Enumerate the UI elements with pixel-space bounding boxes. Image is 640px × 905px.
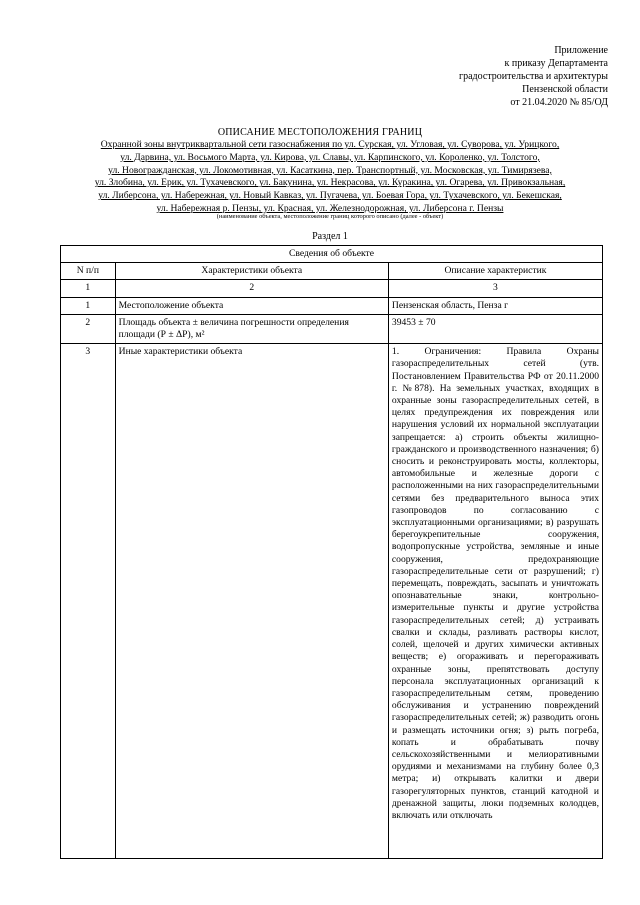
header-description: Описание характеристик bbox=[388, 263, 602, 280]
table-header-row bbox=[61, 263, 603, 280]
column-number: 3 bbox=[388, 280, 602, 297]
header-characteristic: Характеристики объекта bbox=[115, 263, 388, 280]
object-info-table bbox=[60, 245, 603, 859]
appendix-line: от 21.04.2020 № 85/ОД bbox=[510, 97, 608, 108]
row-value: Пензенская область, Пенза г bbox=[388, 297, 602, 314]
object-name-line: ул. Злобина, ул. Ерик, ул. Тухачевского, ул. Бакунина, ул. Некрасова, ул. Куракина, ул. Огарева, ул. Привокзальная, bbox=[94, 177, 566, 189]
object-name-line: Охранной зоны внутриквартальной сети газоснабжения по ул. Сурская, ул. Угловая, ул. Суворова, ул. Урицкого, bbox=[100, 139, 560, 150]
row-value: 39453 ± 70 bbox=[388, 314, 602, 343]
object-name-line: ул. Дарвина, ул. Восьмого Марта, ул. Кирова, ул. Славы, ул. Карпинского, ул. Короленко, ул. Толстого, bbox=[120, 151, 540, 163]
column-number: 2 bbox=[115, 280, 388, 297]
header-number: N п/п bbox=[61, 263, 116, 280]
appendix-block bbox=[459, 44, 608, 109]
row-value bbox=[388, 344, 602, 859]
appendix-line: к приказу Департамента bbox=[504, 58, 608, 69]
appendix-line: Пензенской области bbox=[522, 84, 608, 95]
column-numbering-row bbox=[61, 280, 603, 297]
object-name-line: ул. Либерсона, ул. Набережная, ул. Новый Кавказ, ул. Пугачева, ул. Боевая Гора, ул. Тухачевского, ул. Бекешская, bbox=[98, 190, 562, 202]
table-row bbox=[61, 344, 603, 859]
row-number: 2 bbox=[61, 314, 116, 343]
restrictions-text: 1. Ограничения: Правила Охраны газораспределительных сетей (утв. Постановлением Правительства РФ от 20.11.2000 г. №878). На земельных участках, входящих в охранные зоны газораспределительных сетей, в целях предупреждения их повреждения или нарушения условий их нормальной эксплуатации запрещается: а) строить объекты жилищно-гражданского и производственного назначения; б) сносить и реконструировать мосты, коллекторы, автомобильные и железные дороги с расположенными на них газораспределительными сетями без предварительного выноса этих газопроводов по согласованию с эксплуатационными организациями; в) разрушать берегоукрепительные сооружения, водопропускные устройства, земляные и иные сооружения, предохраняющие газораспределительные сети от разрушений; г) перемещать, повреждать, засыпать и уничтожать опознавательные знаки, контрольно-измерительные пункты и другие устройства газораспределительных сетей; д) устраивать свалки и склады, разливать растворы кислот, солей, щелочей и других химически активных веществ; е) огораживать и перегораживать охранные зоны, препятствовать доступу персонала эксплуатационных организаций к газораспределительным сетям, проведению обслуживания и устранению повреждений газораспределительных сетей; ж) разводить огонь и размещать источники огня; з) рыть погреба, копать и обрабатывать почву сельскохозяйственными и мелиоративными орудиями и механизмами на глубину более 0,3 метра; и) открывать калитки и двери газорегуляторных пунктов, станций катодной и дренажной защиты, люки подземных колодцев, включать или отключать bbox=[391, 346, 599, 821]
table-caption: Сведения об объекте bbox=[61, 246, 603, 263]
row-characteristic: Площадь объекта ± величина погрешности определения площади (Р ± ΔР), м² bbox=[115, 314, 388, 343]
row-characteristic: Местоположение объекта bbox=[115, 297, 388, 314]
row-number: 1 bbox=[61, 297, 116, 314]
document-title: ОПИСАНИЕ МЕСТОПОЛОЖЕНИЯ ГРАНИЦ bbox=[217, 127, 423, 138]
table-row bbox=[61, 297, 603, 314]
appendix-line: Приложение bbox=[554, 45, 608, 56]
object-name-caption: (наименование объекта, местоположение границ которого описано (далее - объект) bbox=[216, 213, 444, 220]
row-number: 3 bbox=[61, 344, 116, 859]
object-name-line: ул. Новогражданская, ул. Локомотивная, ул. Касаткина, пер. Транспортный, ул. Московская, ул. Тимирязева, bbox=[108, 164, 552, 176]
object-name bbox=[60, 139, 600, 216]
section-heading: Раздел 1 bbox=[312, 231, 348, 242]
row-characteristic: Иные характеристики объекта bbox=[115, 344, 388, 859]
object-name-line: ул. Набережная р. Пензы, ул. Красная, ул. Железнодорожная, ул. Либерсона г. Пензы bbox=[156, 202, 504, 214]
appendix-line: градостроительства и архитектуры bbox=[459, 71, 608, 82]
table-row bbox=[61, 314, 603, 343]
column-number: 1 bbox=[61, 280, 116, 297]
